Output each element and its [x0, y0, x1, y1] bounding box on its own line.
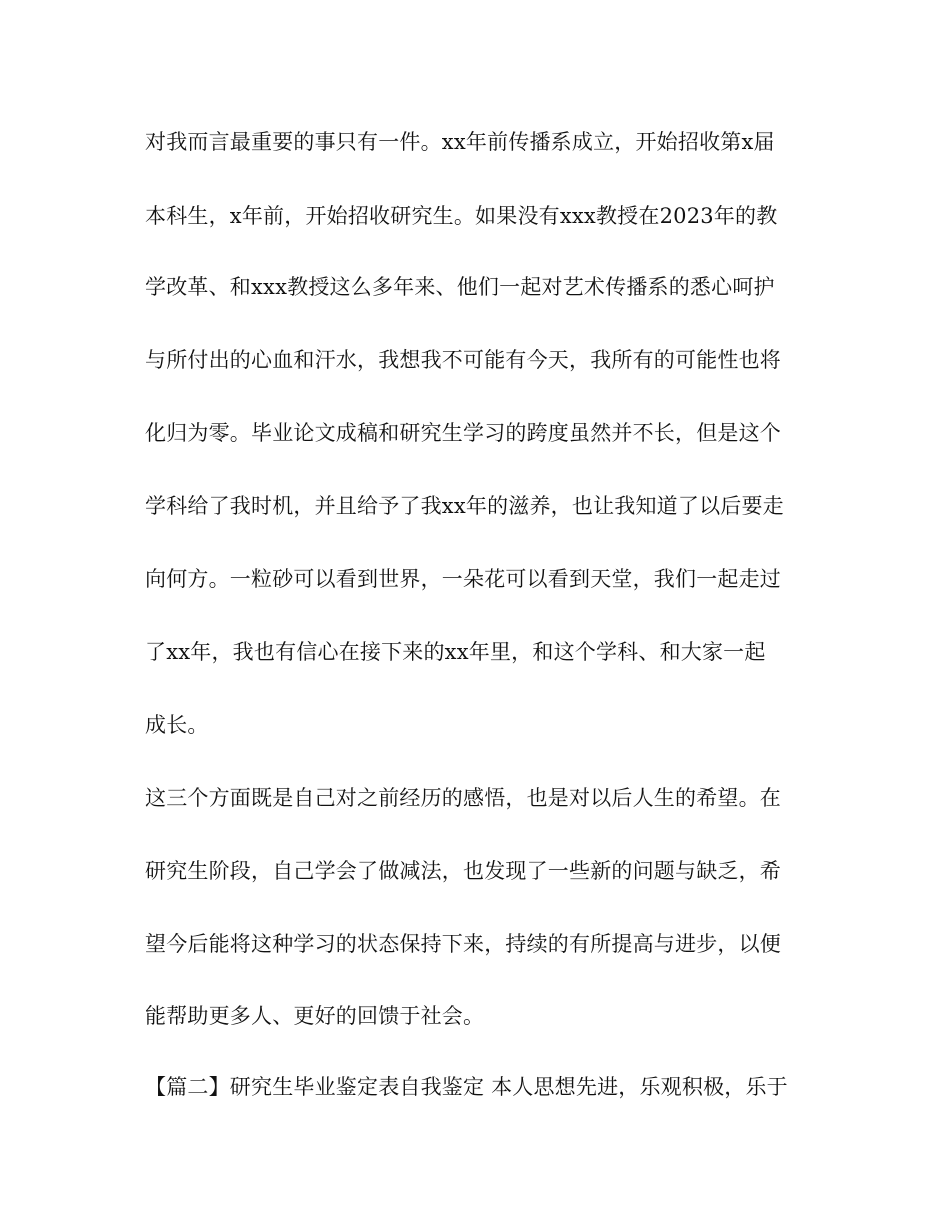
paragraph-line: 向何方。一粒砂可以看到世界，一朵花可以看到天堂，我们一起走过 [145, 567, 781, 591]
paragraph-line: 能帮助更多人、更好的回馈于社会。 [145, 1004, 485, 1028]
paragraph-line: 本科生，x年前，开始招收研究生。如果没有xxx教授在2023年的教 [145, 204, 778, 228]
paragraph-line: 了xx年，我也有信心在接下来的xx年里，和这个学科、和大家一起 [145, 640, 766, 664]
paragraph-line: 对我而言最重要的事只有一件。xx年前传播系成立，开始招收第x届 [145, 130, 775, 154]
section-heading-line: 【篇二】研究生毕业鉴定表自我鉴定 本人思想先进，乐观积极，乐于 [145, 1075, 788, 1099]
paragraph-line: 与所付出的心血和汗水，我想我不可能有今天，我所有的可能性也将 [145, 348, 781, 372]
paragraph-line: 化归为零。毕业论文成稿和研究生学习的跨度虽然并不长，但是这个 [145, 421, 781, 445]
paragraph-line: 这三个方面既是自己对之前经历的感悟，也是对以后人生的希望。在 [145, 786, 781, 810]
paragraph-line: 成长。 [145, 713, 209, 737]
paragraph-line: 学科给了我时机，并且给予了我xx年的滋养，也让我知道了以后要走 [145, 494, 784, 518]
paragraph-line: 研究生阶段，自己学会了做减法，也发现了一些新的问题与缺乏，希 [145, 859, 781, 883]
paragraph-line: 学改革、和xxx教授这么多年来、他们一起对艺术传播系的悉心呵护 [145, 275, 775, 299]
paragraph-line: 望今后能将这种学习的状态保持下来，持续的有所提高与进步，以便 [145, 932, 781, 956]
